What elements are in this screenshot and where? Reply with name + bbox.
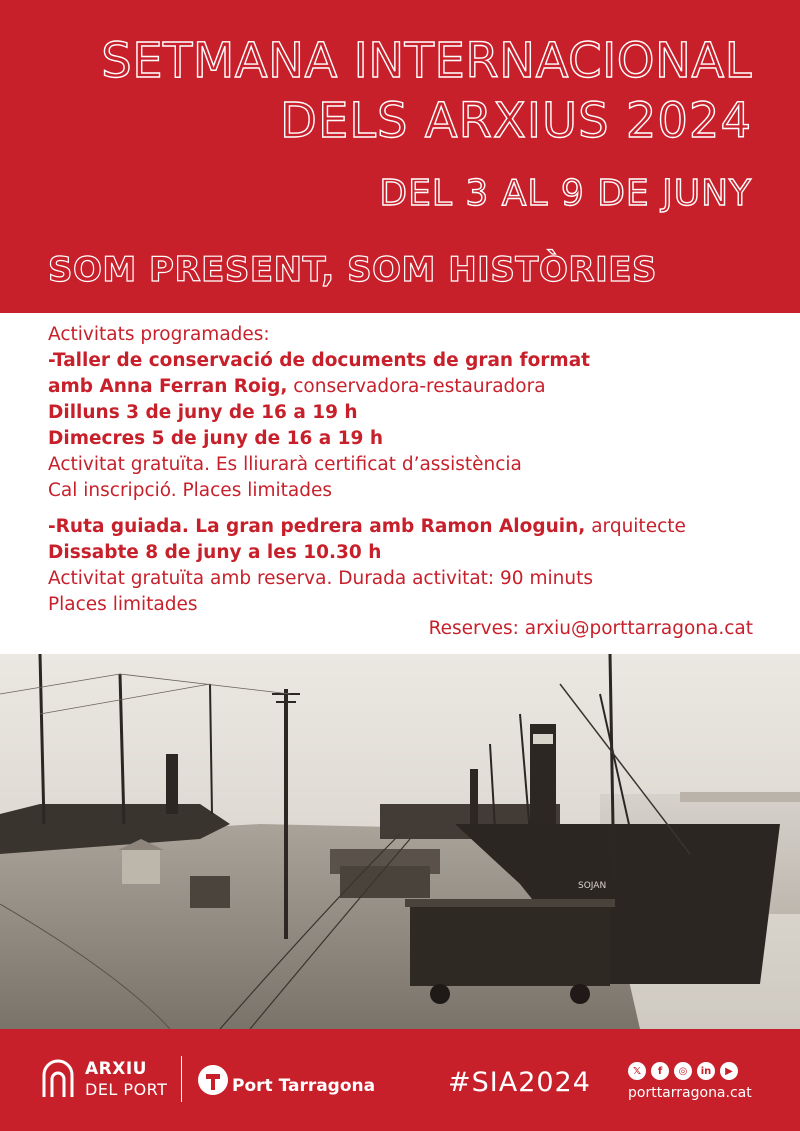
activity-1-title-line-2: amb Anna Ferran Roig, xyxy=(48,376,288,397)
activities-intro: Activitats programades: xyxy=(48,324,270,345)
activity-2-title: -Ruta guiada. La gran pedrera amb Ramon Aloguin, xyxy=(48,516,586,537)
archive-name: ARXIU xyxy=(85,1059,147,1079)
activity-1-note-2: Cal inscripció. Places limitades xyxy=(48,480,333,501)
footer-bar xyxy=(0,1029,800,1131)
activity-2-note-1: Activitat gratuïta amb reserva. Durada activitat: 90 minuts xyxy=(48,568,593,589)
event-subtitle: SOM PRESENT, SOM HISTÒRIES xyxy=(48,250,657,290)
activity-1-title-line-1: -Taller de conservació de documents de gran format xyxy=(48,350,591,371)
x-icon[interactable]: 𝕏 xyxy=(628,1062,646,1080)
arxiu-arch-icon xyxy=(40,1059,76,1099)
activity-2-note-2: Places limitades xyxy=(48,594,198,615)
activities-list xyxy=(48,322,758,618)
port-name: Port Tarragona xyxy=(232,1076,376,1096)
historic-port-photo xyxy=(0,654,800,1029)
header-banner xyxy=(0,0,800,313)
activity-1-note-1: Activitat gratuïta. Es lliurarà certificat d’assistència xyxy=(48,454,522,475)
archive-subtitle: DEL PORT xyxy=(85,1080,168,1099)
activity-1-role: conservadora-restauradora xyxy=(287,376,546,397)
reserves-contact[interactable]: Reserves: arxiu@porttarragona.cat xyxy=(428,618,753,639)
activity-2-date: Dissabte 8 de juny a les 10.30 h xyxy=(48,542,382,563)
activity-1-date-2: Dimecres 5 de juny de 16 a 19 h xyxy=(48,428,384,449)
social-links xyxy=(628,1062,738,1080)
linkedin-icon[interactable]: in xyxy=(697,1062,715,1080)
instagram-icon[interactable]: ◎ xyxy=(674,1062,692,1080)
title-line-2: DELS ARXIUS 2024 xyxy=(280,93,752,149)
website-link[interactable]: porttarragona.cat xyxy=(628,1085,752,1101)
footer-divider xyxy=(181,1056,182,1102)
ship-name-label: SOJAN xyxy=(578,881,607,891)
activity-2-role: arquitecte xyxy=(585,516,686,537)
port-tarragona-logo-icon xyxy=(197,1064,229,1096)
event-hashtag: #SIA2024 xyxy=(448,1067,591,1098)
facebook-icon[interactable]: f xyxy=(651,1062,669,1080)
activity-1-date-1: Dilluns 3 de juny de 16 a 19 h xyxy=(48,402,358,423)
event-dates: DEL 3 AL 9 DE JUNY xyxy=(379,173,752,214)
youtube-icon[interactable]: ▶ xyxy=(720,1062,738,1080)
title-line-1: SETMANA INTERNACIONAL xyxy=(101,33,752,89)
